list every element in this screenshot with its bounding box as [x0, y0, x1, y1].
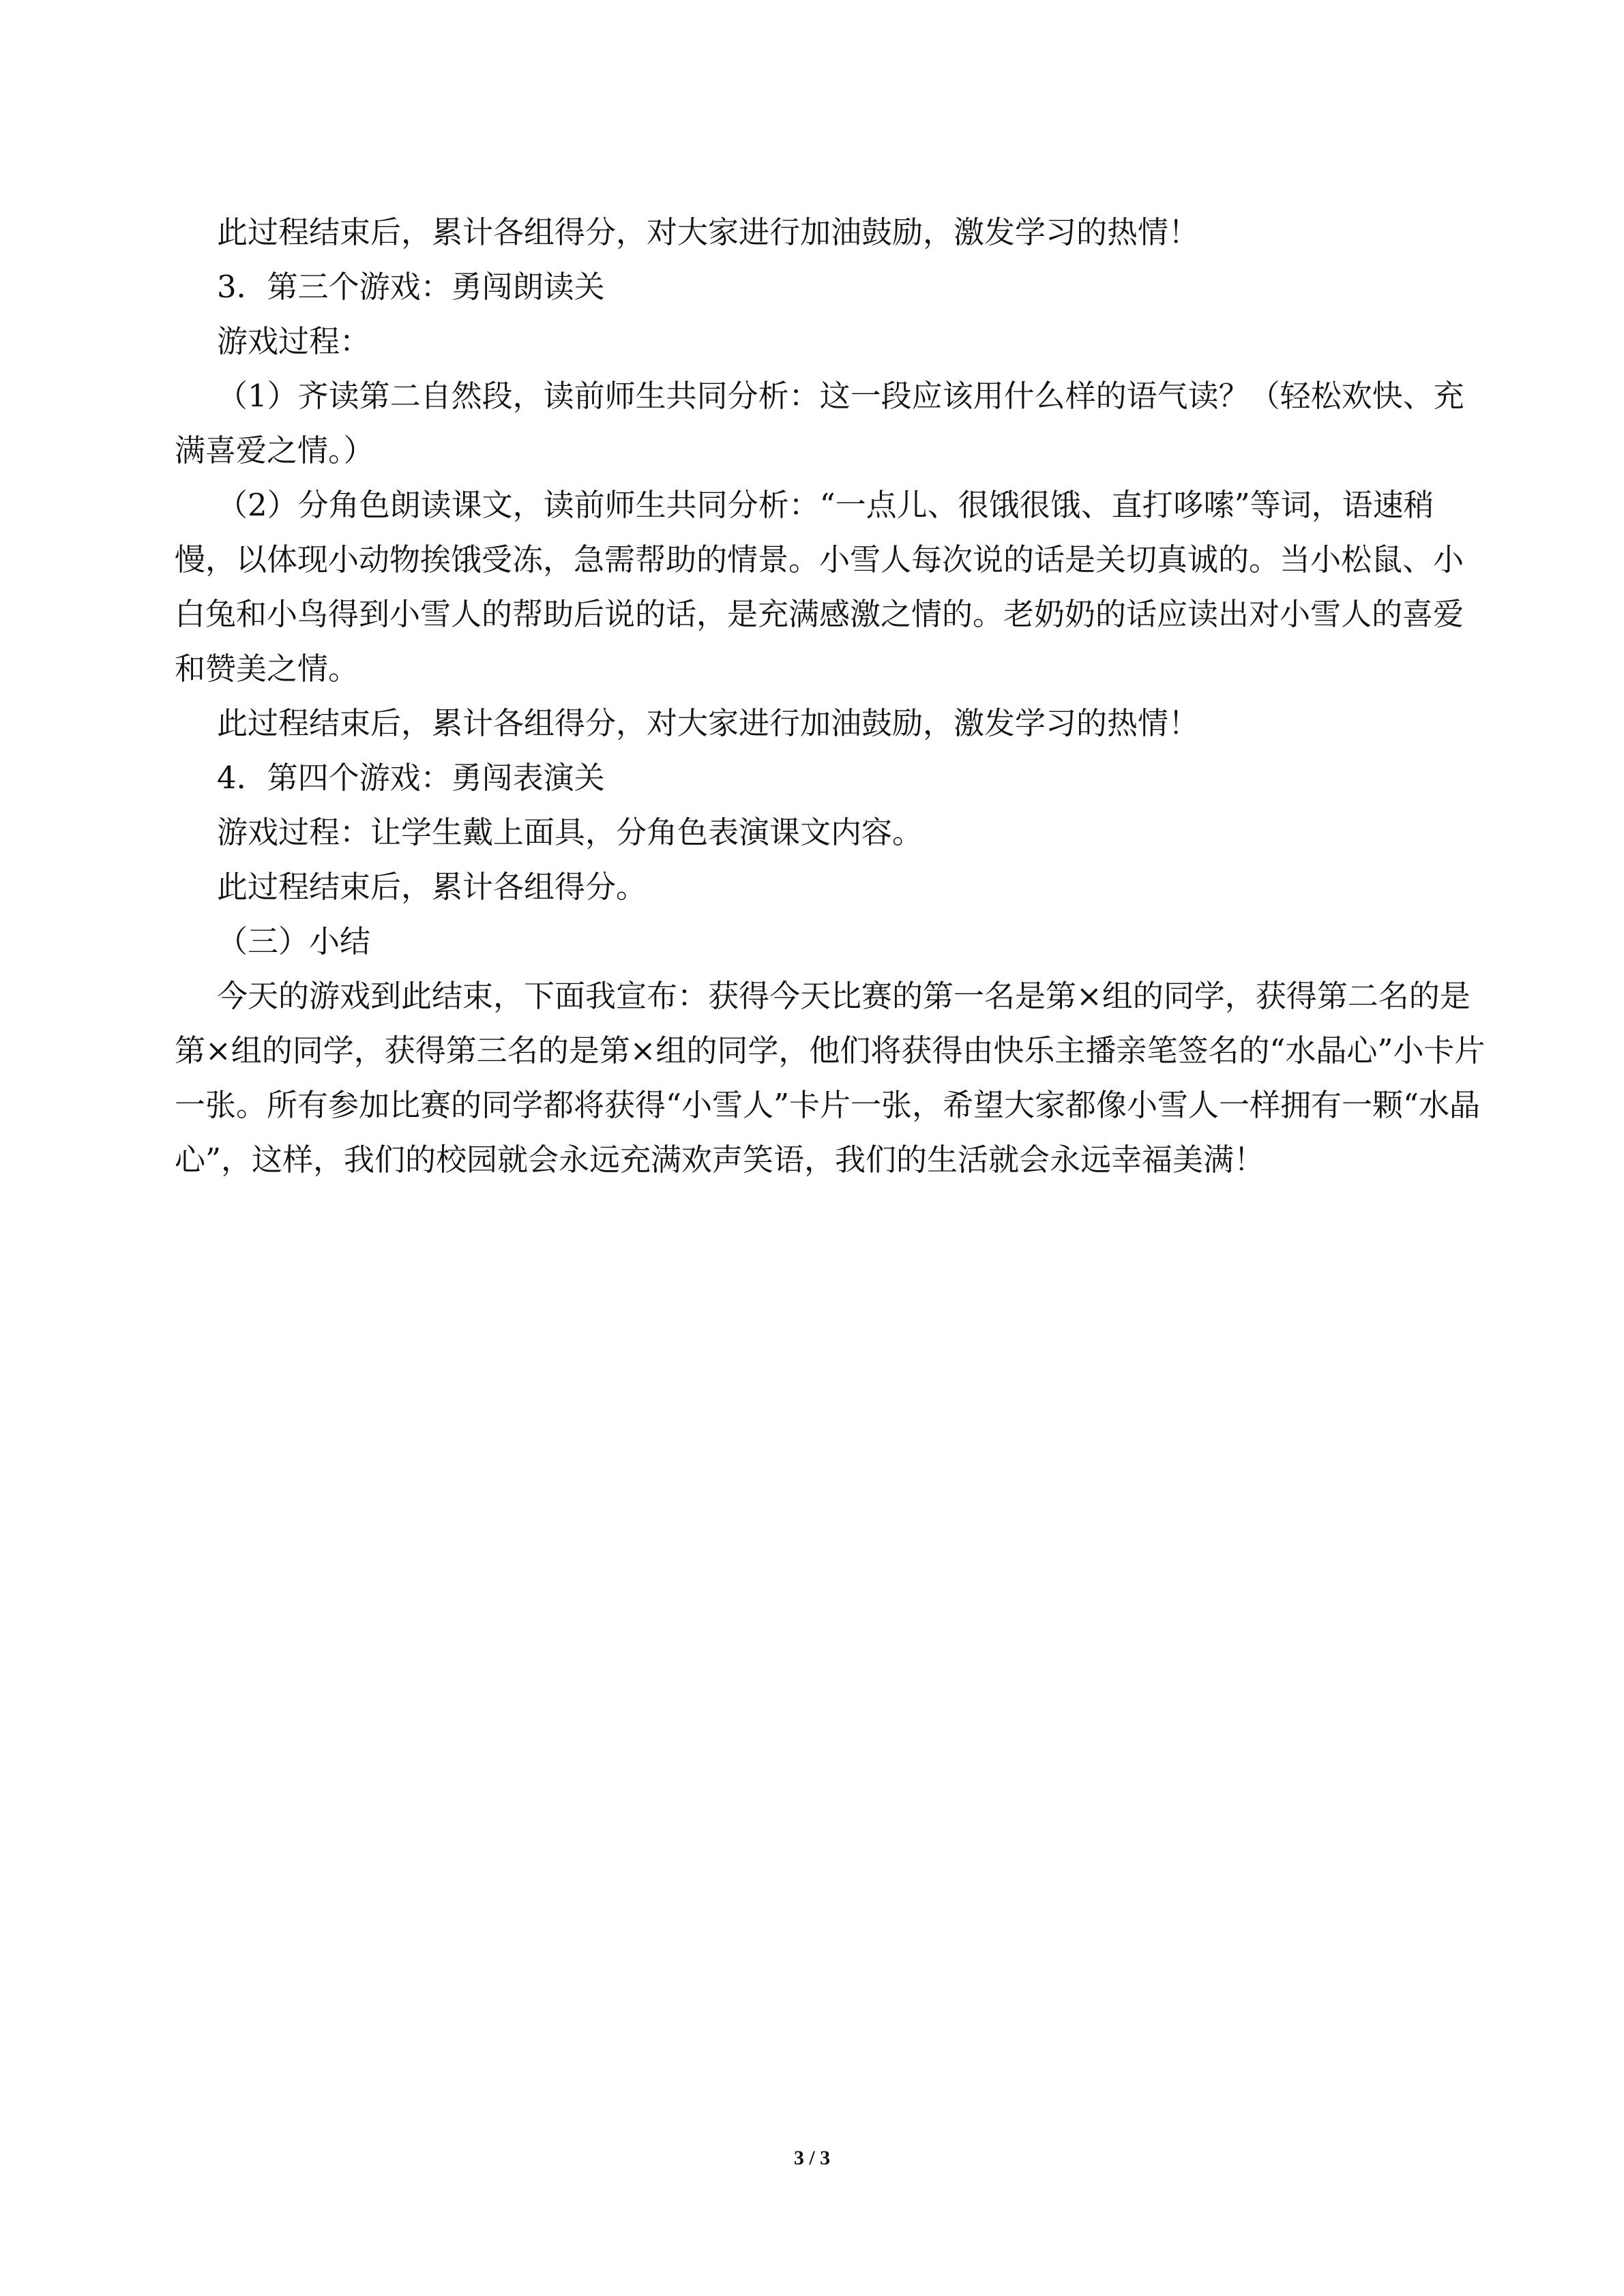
- heading-game-3: 3．第三个游戏：勇闯朗读关: [217, 269, 605, 305]
- heading-game-4: 4．第四个游戏：勇闯表演关: [217, 760, 605, 796]
- paragraph-conclusion: 今天的游戏到此结束，下面我宣布：获得今天比赛的第一名是第×组的同学，获得第二名的是第×组的同学，获得第三名的是第×组的同学，他们将获得由快乐主播亲笔签名的“水晶心”小卡片一张。所有参加比赛的同学都将获得“小雪人”卡片一张，希望大家都像小雪人一样拥有一颗“水晶心”，这样，我们的校园就会永远充满欢声笑语，我们的生活就会永远幸福美满！: [175, 978, 1486, 1178]
- paragraph-step-2: （2）分角色朗读课文，读前师生共同分析：“一点儿、很饿很饿、直打哆嗦”等词，语速稍慢，以体现小动物挨饿受冻，急需帮助的情景。小雪人每次说的话是关切真诚的。当小松鼠、小白兔和小鸟得到小雪人的帮助后说的话，是充满感激之情的。老奶奶的话应读出对小雪人的喜爱和赞美之情。: [175, 487, 1464, 687]
- heading-summary-section: （三）小结: [217, 923, 371, 959]
- document-body: [175, 205, 1487, 1187]
- paragraph-summary-3: 此过程结束后，累计各组得分。: [217, 869, 647, 905]
- paragraph-game-process-label: 游戏过程：: [217, 323, 371, 359]
- paragraph-summary-2: 此过程结束后，累计各组得分，对大家进行加油鼓励，激发学习的热情！: [217, 705, 1200, 741]
- paragraph-game-4-process: 游戏过程：让学生戴上面具，分角色表演课文内容。: [217, 814, 924, 850]
- page-number: 3 / 3: [793, 2147, 831, 2169]
- paragraph-step-1: （1）齐读第二自然段，读前师生共同分析：这一段应该用什么样的语气读？（轻松欢快、充满喜爱之情。）: [175, 378, 1464, 468]
- paragraph-summary-1: 此过程结束后，累计各组得分，对大家进行加油鼓励，激发学习的热情！: [217, 214, 1200, 250]
